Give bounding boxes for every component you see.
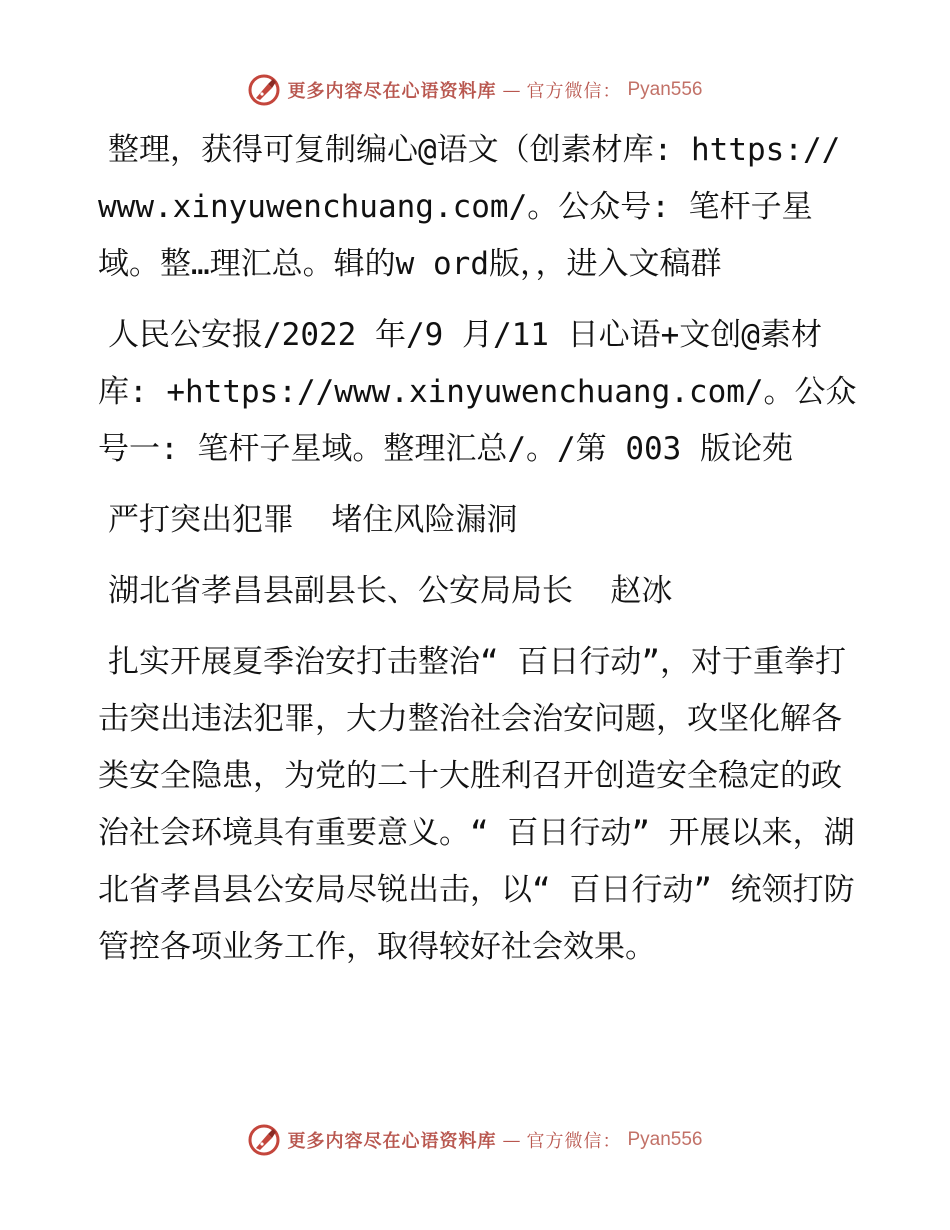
pen-nib-logo-icon	[247, 73, 281, 107]
banner-wechat-label: 官方微信：	[526, 81, 622, 102]
banner-wechat-id: Pyan556	[627, 1129, 703, 1150]
banner-separator: —	[502, 79, 521, 101]
pen-nib-logo-icon	[247, 1123, 281, 1157]
document-body	[98, 122, 858, 990]
banner-separator: —	[502, 1129, 521, 1151]
banner-title: 更多内容尽在心语资料库	[287, 81, 497, 102]
article-author: 湖北省孝昌县副县长、公安局局长 赵冰	[108, 573, 673, 609]
article-title: 严打突出犯罪 堵住风险漏洞	[108, 502, 518, 538]
header-banner	[0, 70, 950, 110]
footer-banner	[0, 1120, 950, 1160]
intro-note-paragraph: 整理，获得可复制编心@语文（创素材库: https://www.xinyuwenchuang.com/。公众号: 笔杆子星域。整…理汇总。辑的w ord版，，进入文稿群	[98, 132, 841, 282]
banner-wechat-id: Pyan556	[627, 79, 703, 100]
source-line-paragraph: 人民公安报/2022 年/9 月/11 日心语+文创@素材库: +https://www.xinyuwenchuang.com/。公众号一: 笔杆子星域。整理汇总/。/第 003 版论苑	[98, 317, 857, 467]
article-body-paragraph: 扎实开展夏季治安打击整治“ 百日行动”，对于重拳打击突出违法犯罪，大力整治社会治安问题，攻坚化解各类安全隐患，为党的二十大胜利召开创造安全稳定的政治社会环境具有重要意义。“ 百日行动” 开展以来，湖北省孝昌县公安局尽锐出击，以“ 百日行动” 统领打防管控各项业务工作，取得较好社会效果。	[98, 644, 855, 965]
banner-wechat-label: 官方微信：	[526, 1131, 622, 1152]
banner-title: 更多内容尽在心语资料库	[287, 1131, 497, 1152]
